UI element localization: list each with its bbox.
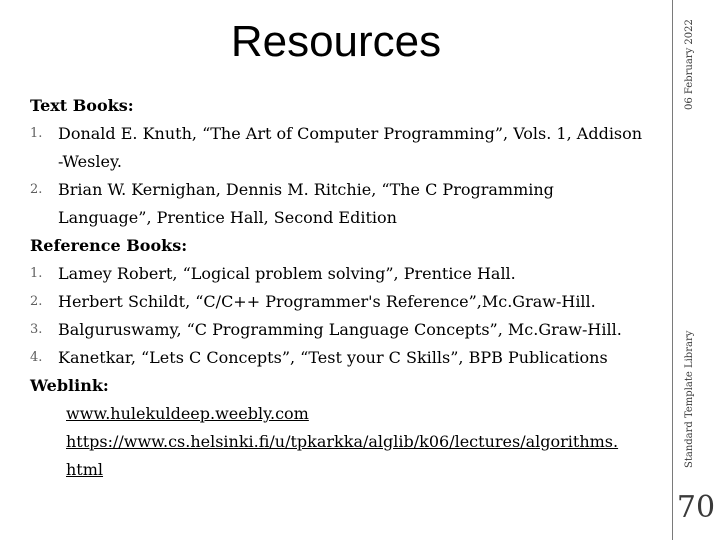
text-book-continuation: -Wesley. xyxy=(58,152,122,171)
reference-book-text: Lamey Robert, “Logical problem solving”, Prentice Hall. xyxy=(58,264,516,283)
text-book-item xyxy=(30,120,670,148)
list-number: 1. xyxy=(30,126,43,141)
text-book-text: Donald E. Knuth, “The Art of Computer Programming”, Vols. 1, Addison xyxy=(58,124,643,143)
slide-sidebar xyxy=(672,0,720,540)
page-number: 70 xyxy=(676,490,716,525)
reference-book-item xyxy=(30,260,670,288)
text-book-continuation: Language”, Prentice Hall, Second Edition xyxy=(58,208,397,227)
slide-body xyxy=(30,92,670,484)
list-number: 4. xyxy=(30,350,43,365)
reference-books-heading: Reference Books: xyxy=(30,236,188,255)
footer-library-label: Standard Template Library xyxy=(684,330,695,468)
list-number: 3. xyxy=(30,322,43,337)
text-books-heading: Text Books: xyxy=(30,96,134,115)
text-book-item xyxy=(30,176,670,204)
reference-book-item xyxy=(30,288,670,316)
weblink-heading: Weblink: xyxy=(30,376,109,395)
weblink-hulekuldeep[interactable]: www.hulekuldeep.weebly.com xyxy=(66,404,309,423)
list-number: 1. xyxy=(30,266,43,281)
list-number: 2. xyxy=(30,182,43,197)
reference-book-item xyxy=(30,316,670,344)
weblink-helsinki-algorithms[interactable]: https://www.cs.helsinki.fi/u/tpkarkka/alglib/k06/lectures/algorithms. xyxy=(66,432,619,451)
date-label: 06 February 2022 xyxy=(684,19,695,110)
list-number: 2. xyxy=(30,294,43,309)
reference-book-item xyxy=(30,344,670,372)
slide-title: Resources xyxy=(230,17,442,66)
reference-book-text: Kanetkar, “Lets C Concepts”, “Test your C Skills”, BPB Publications xyxy=(58,348,608,367)
reference-book-text: Balguruswamy, “C Programming Language Concepts”, Mc.Graw-Hill. xyxy=(58,320,622,339)
reference-book-text: Herbert Schildt, “C/C++ Programmer's Reference”,Mc.Graw-Hill. xyxy=(58,292,596,311)
text-book-text: Brian W. Kernighan, Dennis M. Ritchie, “The C Programming xyxy=(58,180,554,199)
sidebar-divider xyxy=(672,0,673,475)
weblink-helsinki-algorithms-continued[interactable]: html xyxy=(66,460,104,479)
